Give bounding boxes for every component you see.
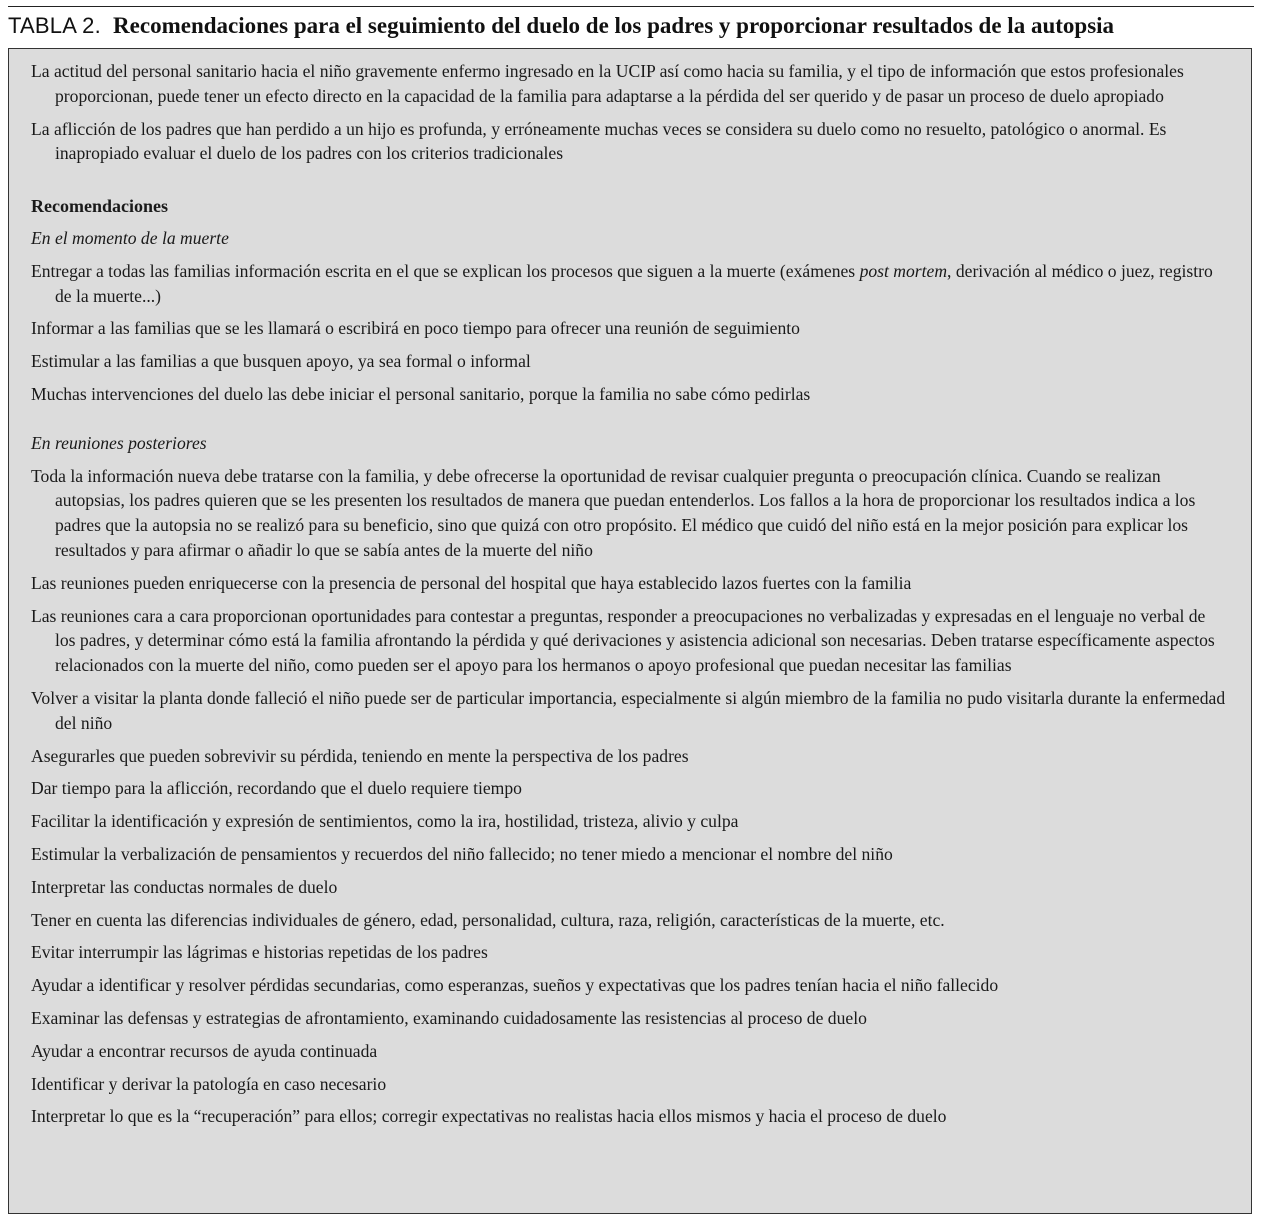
recommendation-item: Asegurarles que pueden sobrevivir su pérdida, teniendo en mente la perspectiva de los padres	[31, 745, 689, 766]
recommendation-item	[31, 259, 1226, 309]
table-number-label: TABLA 2.	[8, 13, 101, 38]
recommendation-item: Interpretar las conductas normales de duelo	[31, 876, 338, 897]
recommendation-item: Ayudar a identificar y resolver pérdidas secundarias, como esperanzas, sueños y expectativas que los padres tenían hacia el niño fallecido	[31, 975, 999, 996]
table-content	[31, 59, 1226, 1137]
later-meetings-heading: En reuniones posteriores	[31, 432, 207, 453]
table-title-text: Recomendaciones para el seguimiento del duelo de los padres y proporcionar resultados de la autopsia	[113, 13, 1115, 38]
table-box	[8, 48, 1252, 1214]
recommendation-item: Toda la información nueva debe tratarse con la familia, y debe ofrecerse la oportunidad de revisar cualquier pregunta o preocupación clínica. Cuando se realizan autopsias, los padres quieren que se les presenten los resultados de manera que puedan entenderlos. Los fallos a la hora de proporcionar los resultados indica a los padres que la autopsia no se realizó para su beneficio, sino que quizá con otro propósito. El médico que cuidó del niño está en la mejor posición para explicar los resultados y para afirmar o añadir lo que se sabía antes de la muerte del niño	[31, 465, 1196, 560]
recommendation-item: Evitar interrumpir las lágrimas e historias repetidas de los padres	[31, 942, 488, 963]
recommendation-item: Tener en cuenta las diferencias individuales de género, edad, personalidad, cultura, raza, religión, características de la muerte, etc.	[31, 909, 945, 930]
item-text: Entregar a todas las familias información escrita en el que se explican los procesos que siguen a la muerte (exámenes	[31, 260, 860, 281]
recommendation-item: Facilitar la identificación y expresión de sentimientos, como la ira, hostilidad, tristeza, alivio y culpa	[31, 811, 739, 832]
recommendation-item: Examinar las defensas y estrategias de afrontamiento, examinando cuidadosamente las resistencias al proceso de duelo	[31, 1007, 867, 1028]
table-title	[8, 13, 1254, 49]
recommendation-item: Interpretar lo que es la “recuperación” para ellos; corregir expectativas no realistas hacia ellos mismos y hacia el proceso de duelo	[31, 1106, 947, 1127]
recommendation-item: Las reuniones pueden enriquecerse con la presencia de personal del hospital que haya establecido lazos fuertes con la familia	[31, 572, 912, 593]
recommendation-item: Estimular la verbalización de pensamientos y recuerdos del niño fallecido; no tener miedo a mencionar el nombre del niño	[31, 843, 893, 864]
recommendation-item: Estimular a las familias a que busquen apoyo, ya sea formal o informal	[31, 351, 531, 372]
recommendation-item: Muchas intervenciones del duelo las debe iniciar el personal sanitario, porque la familia no sabe cómo pedirlas	[31, 383, 811, 404]
intro-paragraph: La actitud del personal sanitario hacia el niño gravemente enfermo ingresado en la UCIP así como hacia su familia, y el tipo de información que estos profesionales proporcionan, puede tener un efecto directo en la capacidad de la familia para adaptarse a la pérdida del ser querido y de pasar un proceso de duelo apropiado	[31, 61, 1184, 106]
recommendation-item: Volver a visitar la planta donde falleció el niño puede ser de particular importancia, especialmente si algún miembro de la familia no pudo visitarla durante la enfermedad del niño	[31, 687, 1226, 733]
moment-of-death-heading: En el momento de la muerte	[31, 227, 229, 248]
recommendations-heading: Recomendaciones	[31, 196, 168, 217]
item-text: , derivación al médico o juez, registro de la muerte...)	[55, 260, 1213, 306]
recommendation-item: Identificar y derivar la patología en caso necesario	[31, 1073, 387, 1094]
top-rule	[8, 6, 1254, 7]
table-page	[8, 6, 1254, 1127]
recommendation-item: Dar tiempo para la aflicción, recordando que el duelo requiere tiempo	[31, 778, 522, 799]
recommendation-item: Las reuniones cara a cara proporcionan oportunidades para contestar a preguntas, responder a preocupaciones no verbalizadas y expresadas en el lenguaje no verbal de los padres, y determinar cómo está la familia afrontando la pérdida y qué derivaciones y asistencia adicional son necesarias. Deben tratarse específicamente aspectos relacionados con la muerte del niño, como pueden ser el apoyo para los hermanos o apoyo profesional que puedan necesitar las familias	[31, 605, 1215, 676]
item-italic-term: post mortem	[859, 260, 948, 281]
recommendation-item: Ayudar a encontrar recursos de ayuda continuada	[31, 1040, 378, 1061]
intro-paragraph: La aflicción de los padres que han perdido a un hijo es profunda, y erróneamente muchas veces se considera su duelo como no resuelto, patológico o anormal. Es inapropiado evaluar el duelo de los padres con los criterios tradicionales	[31, 118, 1167, 164]
recommendation-item: Informar a las familias que se les llamará o escribirá en poco tiempo para ofrecer una reunión de seguimiento	[31, 318, 800, 339]
